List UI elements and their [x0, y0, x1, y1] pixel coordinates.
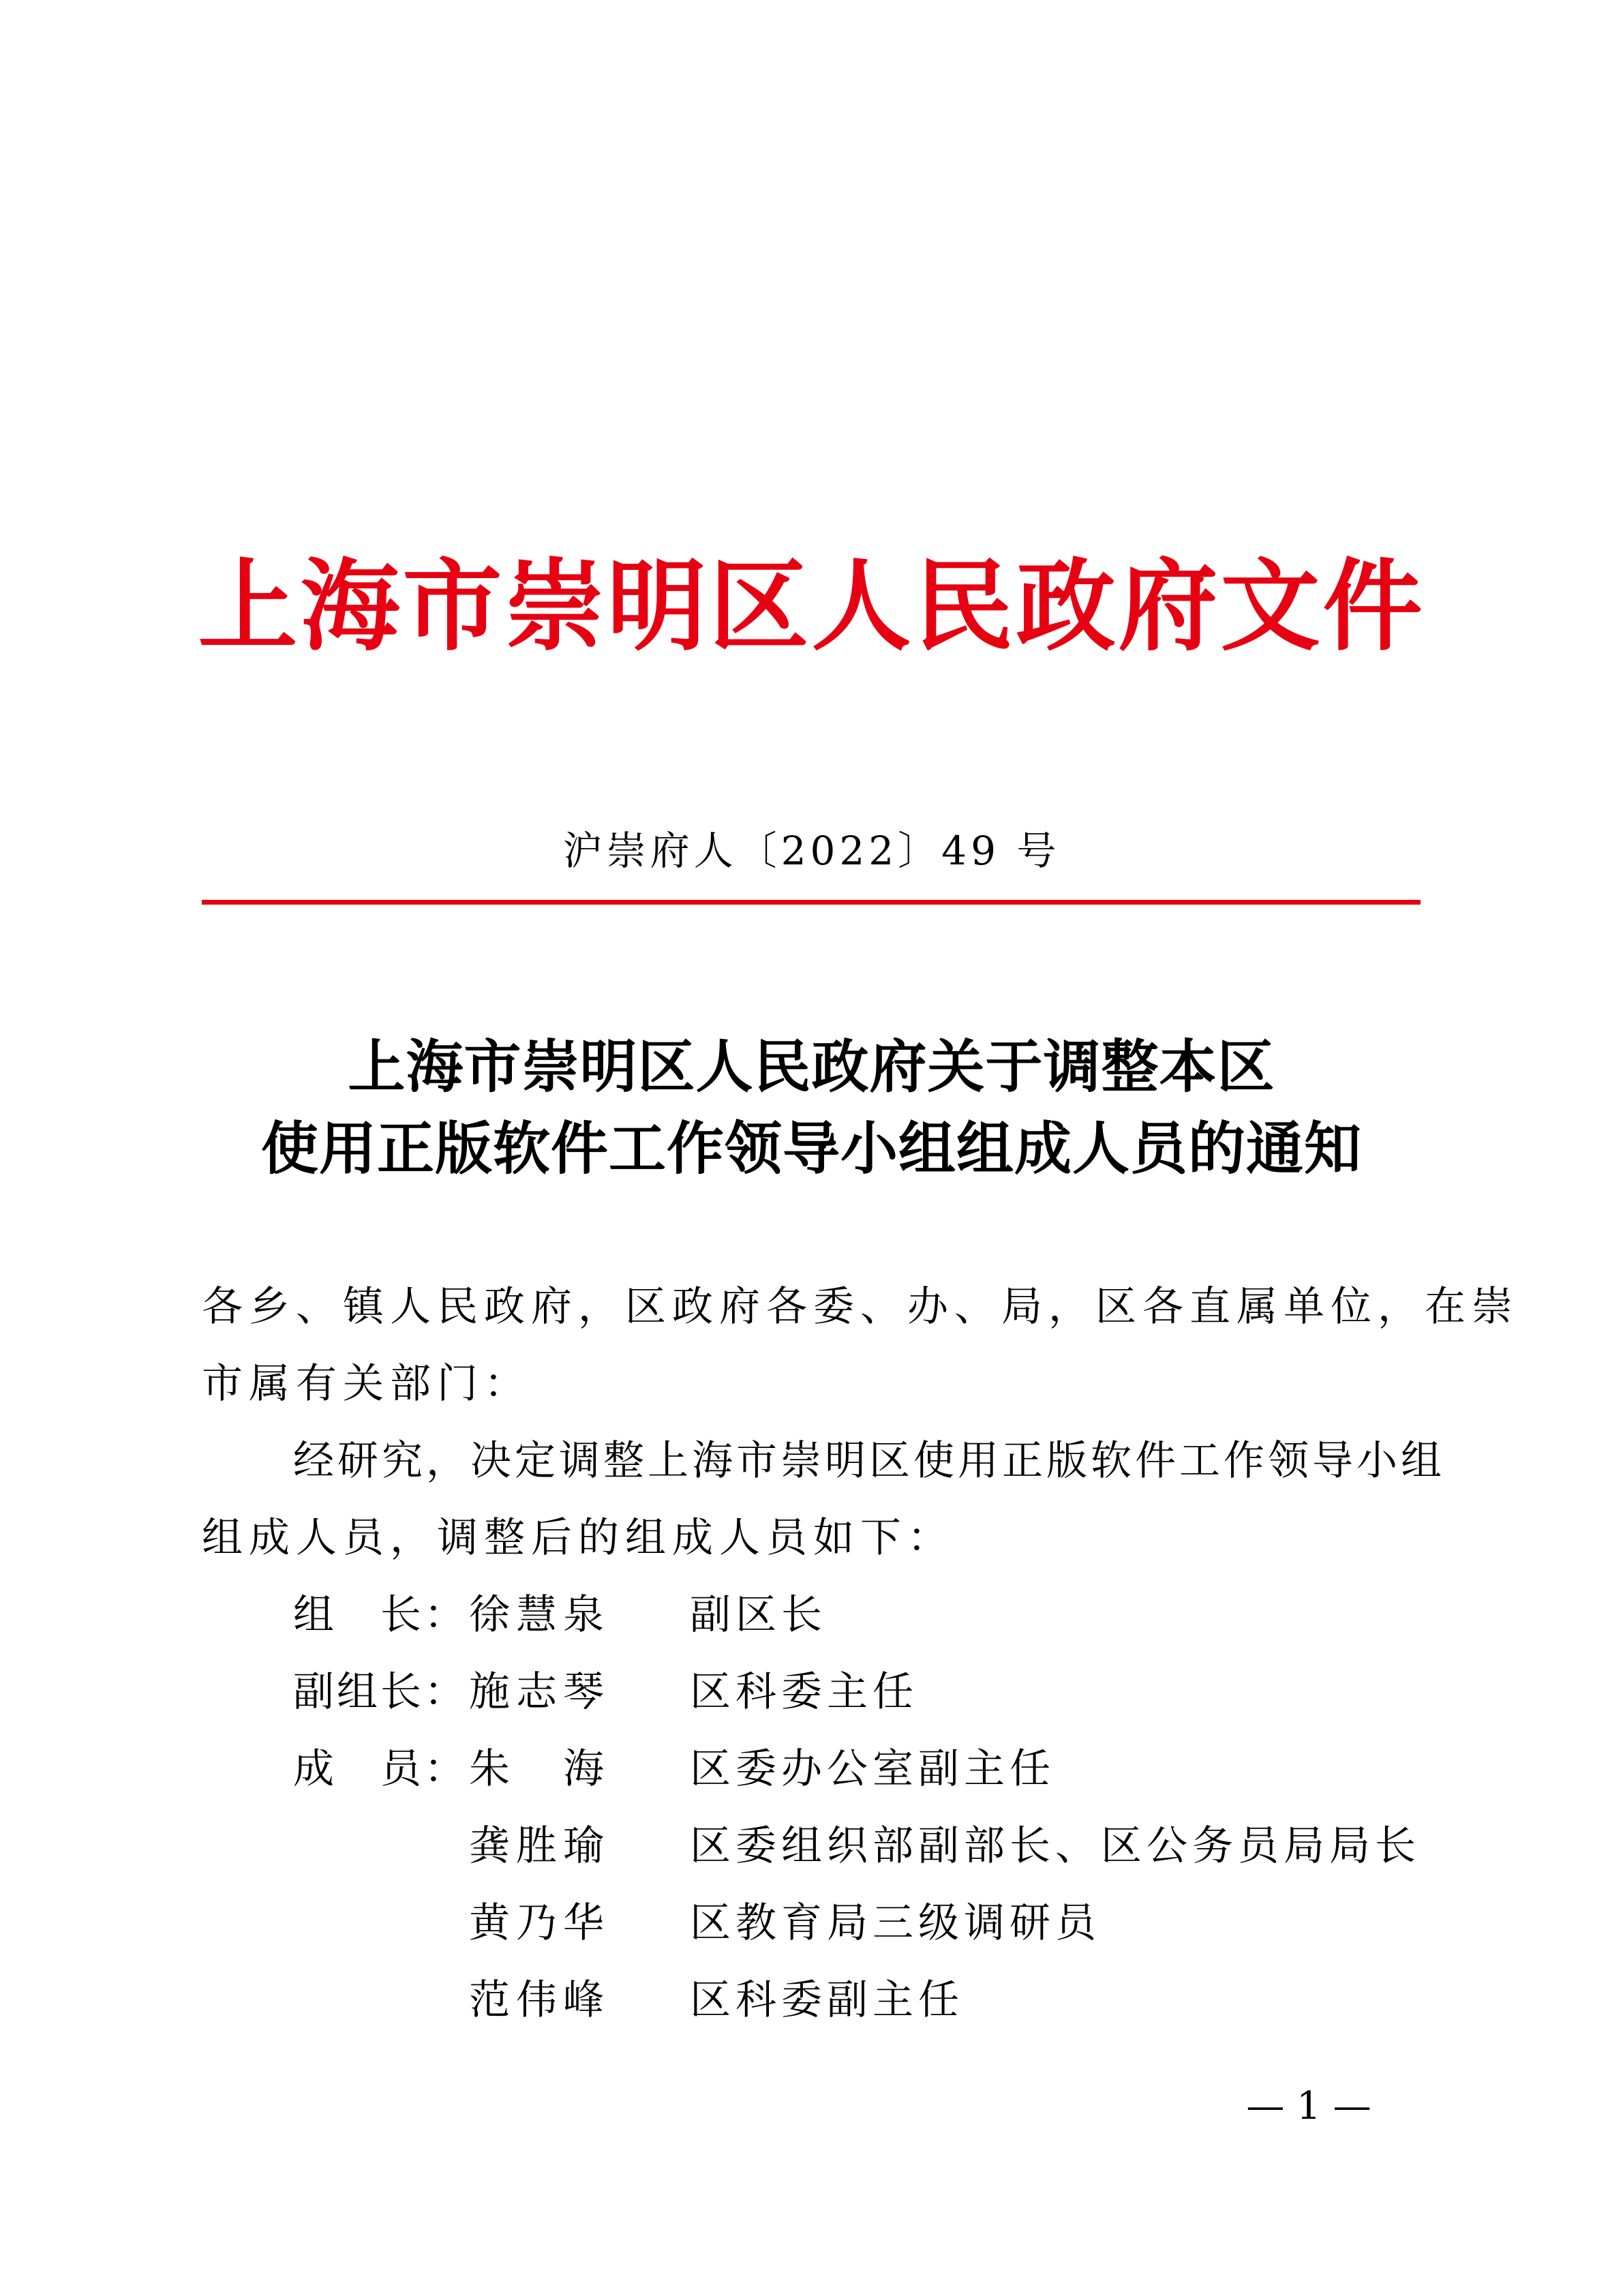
member-position: 副区长 — [690, 1591, 827, 1639]
page-number: — 1 — — [1246, 2084, 1371, 2128]
masthead-title: 上海市崇明区人民政府文件 — [198, 548, 1425, 665]
body-paragraph-line-2: 组成人员，调整后的组成人员如下： — [202, 1514, 954, 1562]
member-name: 龚胜瑜 — [469, 1822, 610, 1870]
member-position: 区教育局三级调研员 — [690, 1899, 1101, 1947]
red-divider-line — [202, 900, 1421, 905]
body-paragraph-line-1: 经研究，决定调整上海市崇明区使用正版软件工作领导小组 — [293, 1437, 1445, 1485]
member-position: 区委办公室副主任 — [690, 1745, 1055, 1793]
recipients-line-1: 各乡、镇人民政府，区政府各委、办、局，区各直属单位，在崇 — [202, 1283, 1519, 1331]
recipients-line-2: 市属有关部门： — [202, 1360, 531, 1408]
member-position: 区委组织部副部长、区公务员局局长 — [690, 1822, 1421, 1870]
member-name: 朱 海 — [469, 1745, 610, 1793]
notice-title — [0, 1026, 1623, 1190]
member-position: 区科委主任 — [690, 1668, 918, 1716]
member-position: 区科委副主任 — [690, 1976, 964, 2024]
member-name: 范伟峰 — [469, 1976, 610, 2024]
notice-title-line-2: 使用正版软件工作领导小组组成人员的通知 — [260, 1115, 1362, 1182]
document-number: 沪崇府人〔2022〕49 号 — [562, 828, 1061, 874]
member-role: 成 员： — [293, 1745, 468, 1793]
member-role: 副组长： — [293, 1668, 468, 1716]
member-name: 施志琴 — [469, 1668, 610, 1716]
member-name: 黄乃华 — [469, 1899, 610, 1947]
member-role: 组 长： — [293, 1591, 468, 1639]
member-name: 徐慧泉 — [469, 1591, 610, 1639]
notice-title-line-1: 上海市崇明区人民政府关于调整本区 — [348, 1033, 1275, 1100]
